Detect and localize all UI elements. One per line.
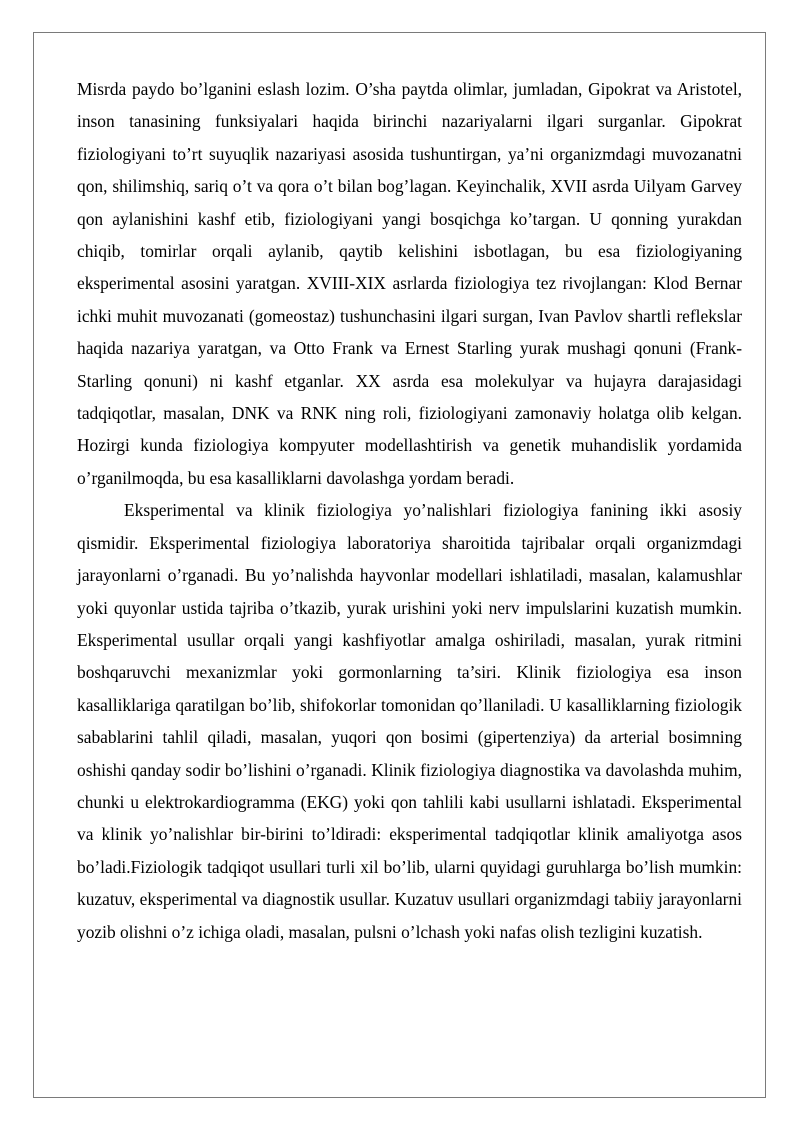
paragraph-history: Misrda paydo bo’lganini eslash lozim. O’sha paytda olimlar, jumladan, Gipokrat va Aristotel, inson tanasining funksiyalari haqida birinchi nazariyalarni ilgari surganlar. Gipokrat fiziologiyani to’rt suyuqlik nazariyasi asosida tushuntirgan, ya’ni organizmdagi muvozanatni qon, shilimshiq, sariq o’t va qora o’t bilan bog’lagan. Keyinchalik, XVII asrda Uilyam Garvey qon aylanishini kashf etib, fiziologiyani yangi bosqichga ko’targan. U qonning yurakdan chiqib, tomirlar orqali aylanib, qaytib kelishini isbotlagan, bu esa fiziologiyaning eksperimental asosini yaratgan. XVIII-XIX asrlarda fiziologiya tez rivojlangan: Klod Bernar ichki muhit muvozanati (gomeostaz) tushunchasini ilgari surgan, Ivan Pavlov shartli reflekslar haqida nazariya yaratgan, va Otto Frank va Ernest Starling yurak mushagi qonuni (Frank-Starling qonuni) ni kashf etganlar. XX asrda esa molekulyar va hujayra darajasidagi tadqiqotlar, masalan, DNK va RNK ning roli, fiziologiyani zamonaviy holatga olib kelgan. Hozirgi kunda fiziologiya kompyuter modellashtirish va genetik muhandislik yordamida o’rganilmoqda, bu esa kasalliklarni davolashga yordam beradi. <box>77 79 742 488</box>
page-frame <box>33 32 766 1098</box>
page-body <box>77 73 742 948</box>
paragraph-experimental-clinical: Eksperimental va klinik fiziologiya yo’nalishlari fiziologiya fanining ikki asosiy qismidir. Eksperimental fiziologiya laboratoriya sharoitida tajribalar orqali organizmdagi jarayonlarni o’rganadi. Bu yo’nalishda hayvonlar modellari ishlatiladi, masalan, kalamushlar yoki quyonlar ustida tajriba o’tkazib, yurak urishini yoki nerv impulslarini kuzatish mumkin. Eksperimental usullar orqali yangi kashfiyotlar amalga oshiriladi, masalan, yurak ritmini boshqaruvchi mexanizmlar yoki gormonlarning ta’siri. Klinik fiziologiya esa inson kasalliklariga qaratilgan bo’lib, shifokorlar tomonidan qo’llaniladi. U kasalliklarning fiziologik sabablarini tahlil qiladi, masalan, yuqori qon bosimi (gipertenziya) da arterial bosimning oshishi qanday sodir bo’lishini o’rganadi. Klinik fiziologiya diagnostika va davolashda muhim, chunki u elektrokardiogramma (EKG) yoki qon tahlili kabi usullarni ishlatadi. Eksperimental va klinik yo’nalishlar bir-birini to’ldiradi: eksperimental tadqiqotlar klinik amaliyotga asos bo’ladi.Fiziologik tadqiqot usullari turli xil bo’lib, ularni quyidagi guruhlarga bo’lish mumkin: kuzatuv, eksperimental va diagnostik usullar. Kuzatuv usullari organizmdagi tabiiy jarayonlarni yozib olishni o’z ichiga oladi, masalan, pulsni o’lchash yoki nafas olish tezligini kuzatish. <box>77 500 742 942</box>
